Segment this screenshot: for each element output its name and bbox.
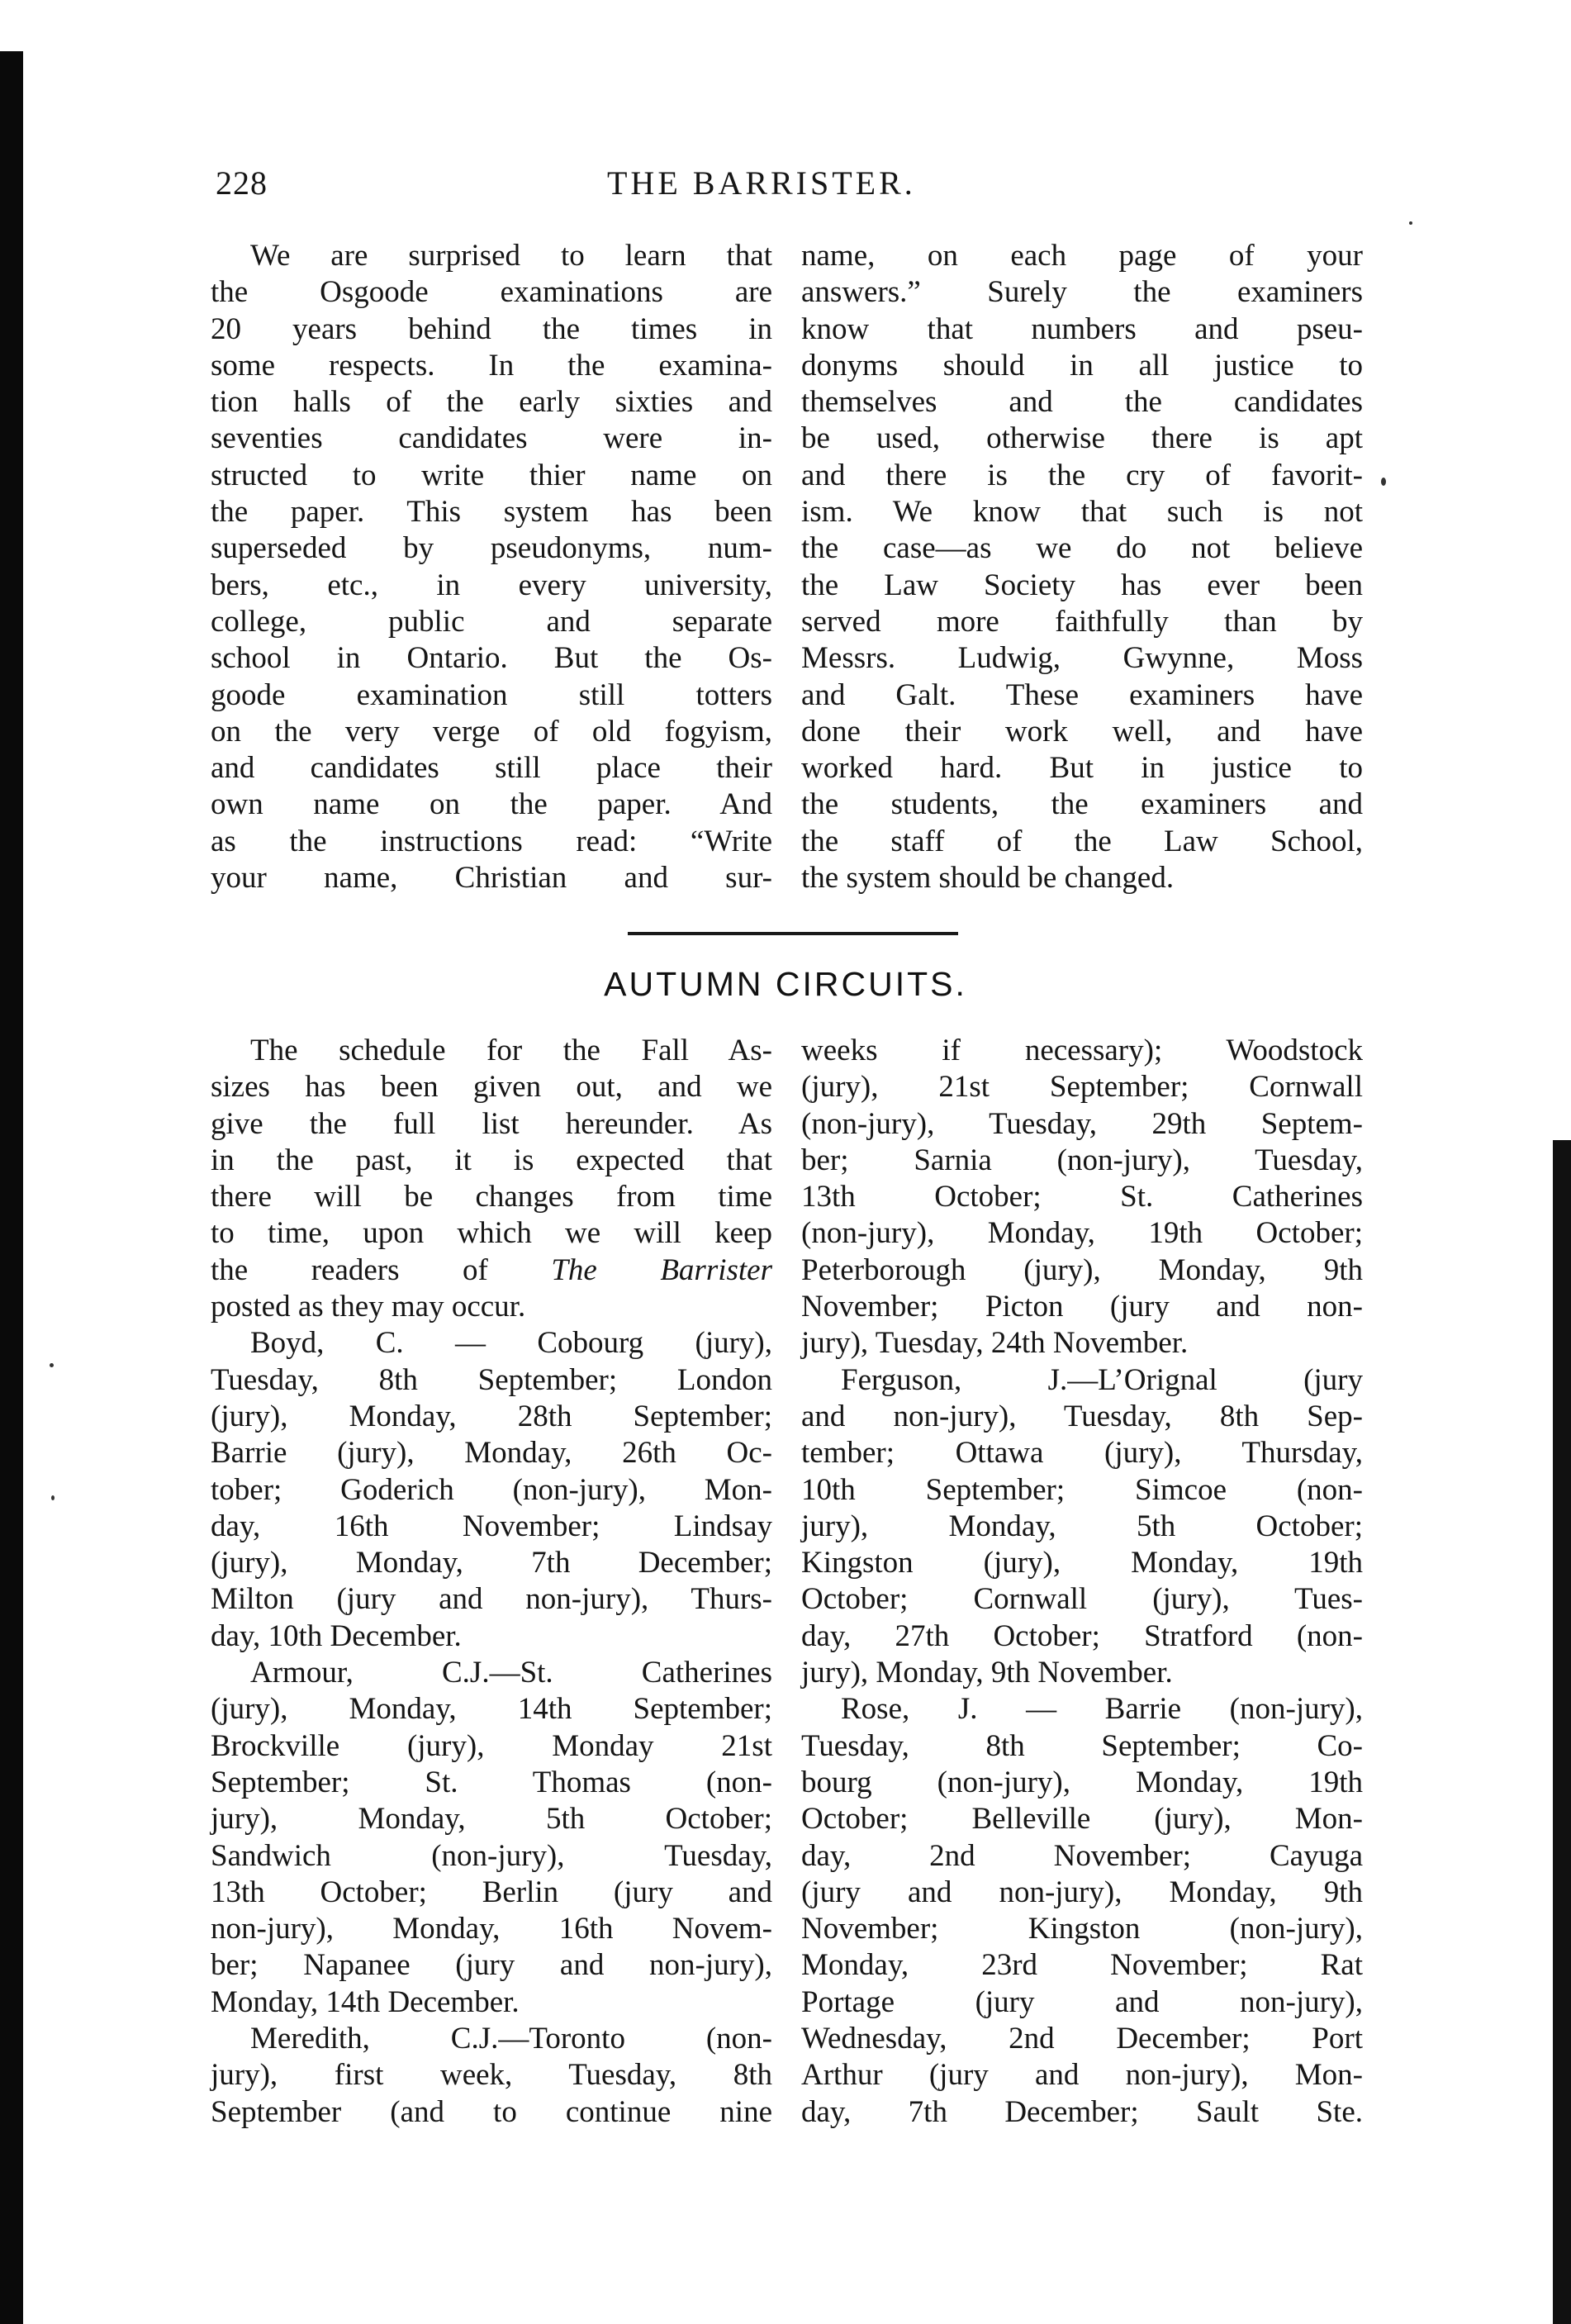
text-line: We are surprised to learn that	[250, 239, 772, 273]
text-line: Tuesday, 8th September; London	[211, 1362, 772, 1397]
text-line: November; Kingston (non-jury),	[801, 1912, 1363, 1946]
text-line: Sandwich (non-jury), Tuesday,	[211, 1838, 772, 1873]
text-line: worked hard. But in justice to	[801, 751, 1363, 786]
text-line: Monday, 23rd November; Rat	[801, 1948, 1363, 1983]
text-line: Barrie (jury), Monday, 26th Oc-	[211, 1436, 772, 1471]
text-line: Tuesday, 8th September; Co-	[801, 1728, 1363, 1763]
text-line: college, public and separate	[211, 604, 772, 639]
text-line: Ferguson, J.—L’Orignal (jury	[841, 1362, 1363, 1397]
text-line: superseded by pseudonyms, num-	[211, 531, 772, 566]
text-line: sizes has been given out, and we	[211, 1070, 772, 1105]
scan-edge-left	[0, 51, 23, 2324]
text-line: 13th October; St. Catherines	[801, 1180, 1363, 1214]
text-line: posted as they may occur.	[211, 1290, 526, 1324]
text-line: to time, upon which we will keep	[211, 1216, 772, 1251]
text-line: the staff of the Law School,	[801, 824, 1363, 858]
text-line: day, 2nd November; Cayuga	[801, 1838, 1363, 1873]
text-line: tember; Ottawa (jury), Thursday,	[801, 1436, 1363, 1471]
text-line: answers.” Surely the examiners	[801, 275, 1363, 310]
text-line: The schedule for the Fall As-	[250, 1034, 772, 1067]
text-line: Portage (jury and non-jury),	[801, 1984, 1363, 2019]
intro-column-left	[211, 238, 772, 896]
text-line: the system should be changed.	[801, 861, 1175, 896]
text-line: seventies candidates were in-	[211, 421, 772, 456]
scan-speck	[50, 1363, 54, 1367]
text-line: jury), Monday, 9th November.	[801, 1656, 1173, 1690]
text-line: name, on each page of your	[801, 239, 1363, 273]
text-line: tober; Goderich (non-jury), Mon-	[211, 1472, 772, 1507]
scan-speck	[1381, 478, 1386, 486]
text-line: your name, Christian and sur-	[211, 861, 772, 896]
text-line: Arthur (jury and non-jury), Mon-	[801, 2058, 1363, 2093]
text-line: September (and to continue nine	[211, 2094, 772, 2129]
text-line: served more faithfully than by	[801, 604, 1363, 639]
text-line: 13th October; Berlin (jury and	[211, 1875, 772, 1909]
text-line: ber; Sarnia (non-jury), Tuesday,	[801, 1143, 1363, 1177]
text-line: the students, the examiners and	[801, 787, 1363, 822]
page-header	[211, 164, 1367, 213]
text-line: (jury), Monday, 28th September;	[211, 1399, 772, 1433]
publication-title: The Barrister	[551, 1252, 772, 1287]
text-line: (jury), 21st September; Cornwall	[801, 1070, 1363, 1105]
text-line: on the very verge of old fogyism,	[211, 714, 772, 749]
text-line: in the past, it is expected that	[211, 1143, 772, 1177]
text-line: (non-jury), Monday, 19th October;	[801, 1216, 1363, 1251]
text-line	[211, 1252, 772, 1289]
text-line: done their work well, and have	[801, 714, 1363, 749]
text-line: goode examination still totters	[211, 677, 772, 712]
text-line: donyms should in all justice to	[801, 348, 1363, 383]
text-line: some respects. In the examina-	[211, 348, 772, 383]
text-line: jury), first week, Tuesday, 8th	[211, 2058, 772, 2093]
text-line: Brockville (jury), Monday 21st	[211, 1728, 772, 1763]
text-line: Messrs. Ludwig, Gwynne, Moss	[801, 641, 1363, 676]
text-line: Meredith, C.J.—Toronto (non-	[250, 2022, 772, 2056]
text-line: weeks if necessary); Woodstock	[801, 1034, 1363, 1067]
text-line: (jury), Monday, 14th September;	[211, 1692, 772, 1727]
scan-edge-right	[1553, 1140, 1571, 2324]
text-line: ber; Napanee (jury and non-jury),	[211, 1948, 772, 1983]
text-line: the case—as we do not believe	[801, 531, 1363, 566]
text-line: and candidates still place their	[211, 751, 772, 786]
text-line: the paper. This system has been	[211, 495, 772, 530]
text-line: as the instructions read: “Write	[211, 824, 772, 858]
intro-column-right	[801, 238, 1363, 896]
text-line: day, 27th October; Stratford (non-	[801, 1618, 1363, 1653]
text-line: structed to write thier name on	[211, 458, 772, 492]
text-line: Peterborough (jury), Monday, 9th	[801, 1252, 1363, 1287]
text-line: October; Belleville (jury), Mon-	[801, 1802, 1363, 1837]
scan-speck	[1409, 221, 1412, 225]
schedule-column-left	[211, 1033, 772, 2131]
text-line: day, 7th December; Sault Ste.	[801, 2094, 1363, 2129]
text-line: Monday, 14th December.	[211, 1984, 520, 2019]
text-line: and non-jury), Tuesday, 8th Sep-	[801, 1399, 1363, 1433]
text-line: school in Ontario. But the Os-	[211, 641, 772, 676]
text-line: Rose, J. — Barrie (non-jury),	[841, 1692, 1363, 1727]
text-line: tion halls of the early sixties and	[211, 385, 772, 420]
text-line: Wednesday, 2nd December; Port	[801, 2022, 1363, 2056]
section-divider	[628, 932, 958, 935]
schedule-column-right	[801, 1033, 1363, 2131]
text-line: be used, otherwise there is apt	[801, 421, 1363, 456]
text-line: Kingston (jury), Monday, 19th	[801, 1546, 1363, 1580]
text-line: day, 10th December.	[211, 1618, 462, 1653]
text-line: the Law Society has ever been	[801, 568, 1363, 602]
text-line: Milton (jury and non-jury), Thurs-	[211, 1582, 772, 1617]
text-line: day, 16th November; Lindsay	[211, 1509, 772, 1543]
text-line: themselves and the candidates	[801, 385, 1363, 420]
text-line: (jury), Monday, 7th December;	[211, 1546, 772, 1580]
page-number: 228	[216, 164, 268, 202]
text-line: own name on the paper. And	[211, 787, 772, 822]
text-line: jury), Tuesday, 24th November.	[801, 1326, 1189, 1361]
text-line: Boyd, C. — Cobourg (jury),	[250, 1326, 772, 1361]
text-line-part: the readers of	[211, 1252, 488, 1287]
text-line: and Galt. These examiners have	[801, 677, 1363, 712]
text-line: the Osgoode examinations are	[211, 275, 772, 310]
text-line: November; Picton (jury and non-	[801, 1290, 1363, 1324]
text-line: know that numbers and pseu-	[801, 311, 1363, 346]
text-line: ism. We know that such is not	[801, 495, 1363, 530]
text-line: give the full list hereunder. As	[211, 1106, 772, 1141]
text-line: (non-jury), Tuesday, 29th Septem-	[801, 1106, 1363, 1141]
text-line: and there is the cry of favorit-	[801, 458, 1363, 492]
text-line: non-jury), Monday, 16th Novem-	[211, 1912, 772, 1946]
text-line: 20 years behind the times in	[211, 311, 772, 346]
text-line: October; Cornwall (jury), Tues-	[801, 1582, 1363, 1617]
text-line: there will be changes from time	[211, 1180, 772, 1214]
text-line: 10th September; Simcoe (non-	[801, 1472, 1363, 1507]
text-line: jury), Monday, 5th October;	[801, 1509, 1363, 1543]
text-line: (jury and non-jury), Monday, 9th	[801, 1875, 1363, 1909]
text-line: September; St. Thomas (non-	[211, 1765, 772, 1799]
running-head: THE BARRISTER.	[607, 164, 916, 202]
section-title: AUTUMN CIRCUITS.	[604, 965, 967, 1003]
text-line: bers, etc., in every university,	[211, 568, 772, 602]
scan-speck	[51, 1495, 55, 1500]
text-line: jury), Monday, 5th October;	[211, 1802, 772, 1837]
text-line: bourg (non-jury), Monday, 19th	[801, 1765, 1363, 1799]
text-line: Armour, C.J.—St. Catherines	[250, 1656, 772, 1690]
